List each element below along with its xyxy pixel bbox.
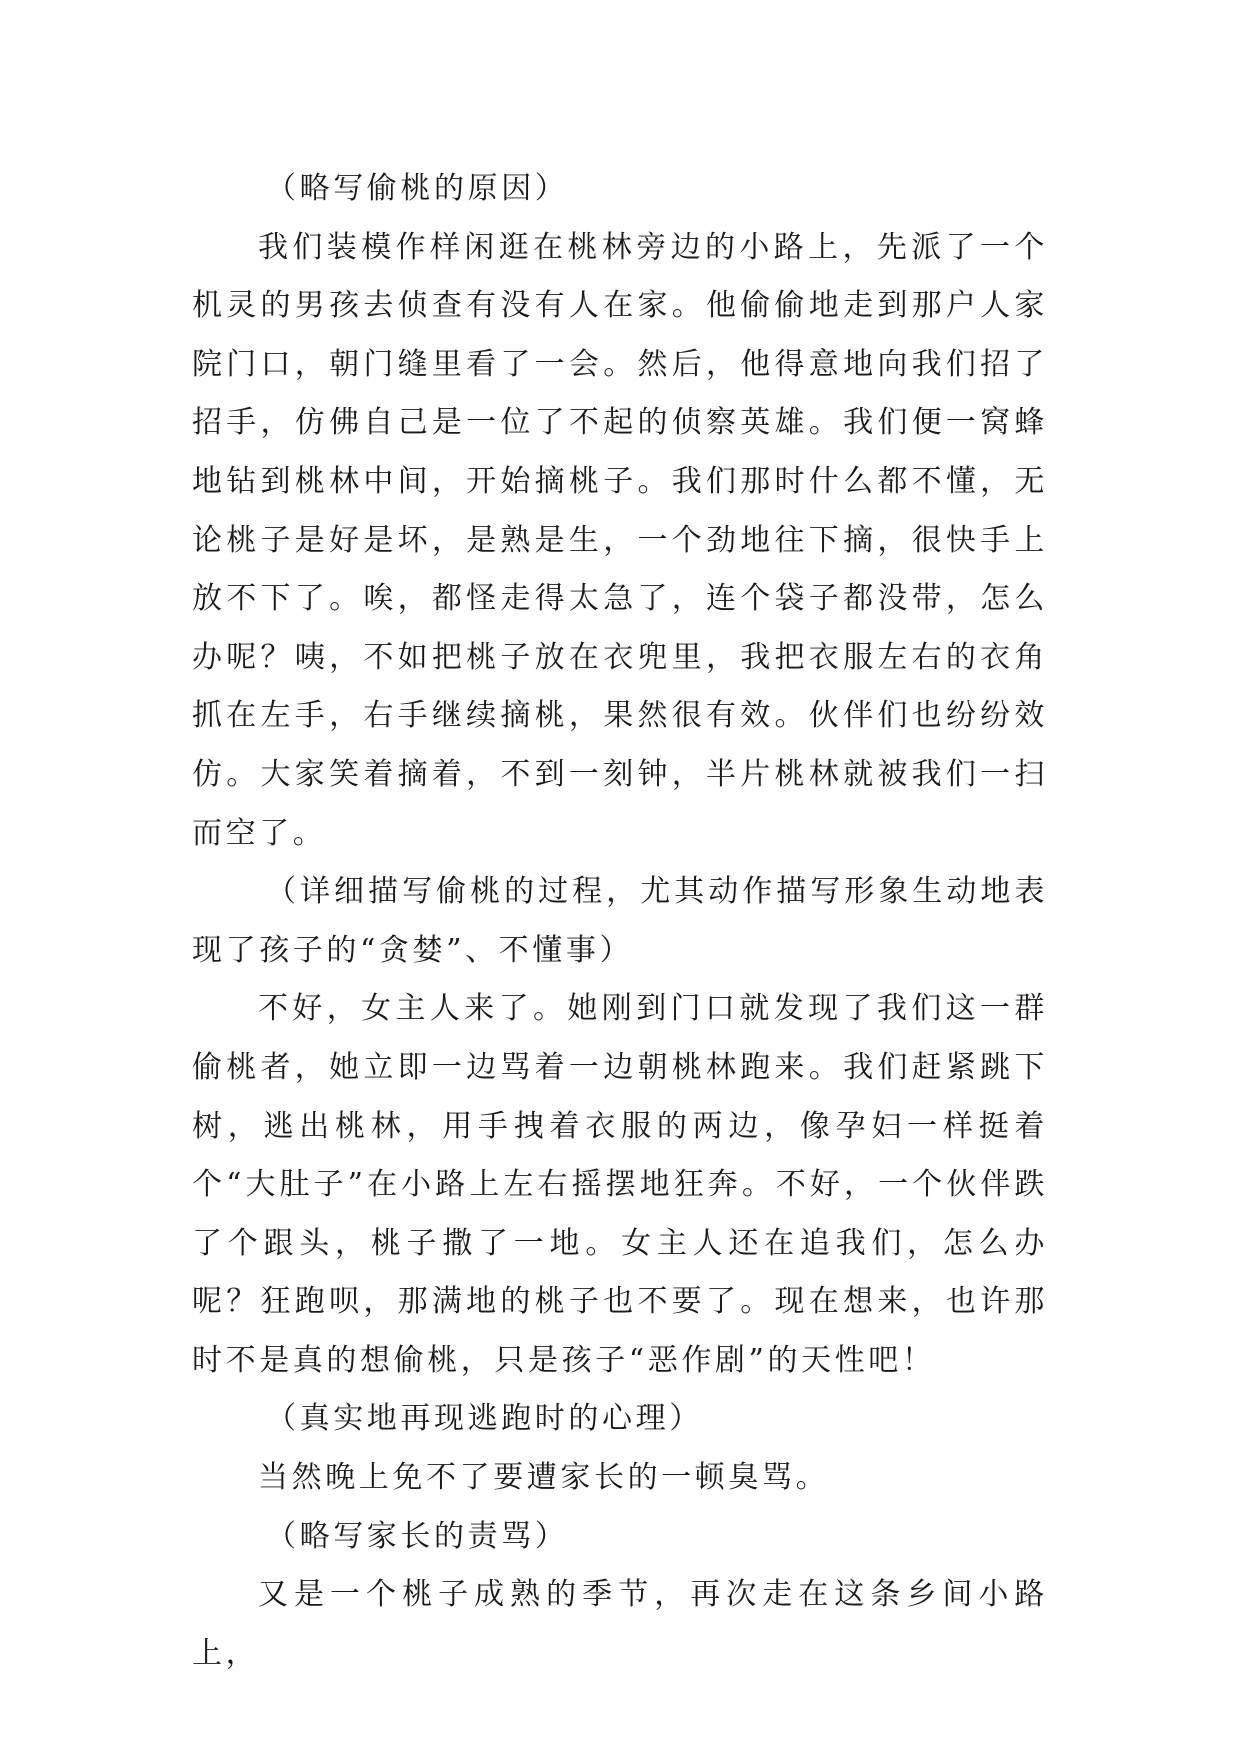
document-body [192,160,1048,1683]
annotation-paragraph: （略写偷桃的原因） [266,171,569,206]
body-paragraph: 不好，女主人来了。她刚到门口就发现了我们这一群偷桃者，她立即一边骂着一边朝桃林跑来。我们赶紧跳下树，逃出桃林，用手拽着衣服的两边，像孕妇一样挺着个“大肚子”在小路上左右摇摆地狂奔。不好，一个伙伴跌了个跟头，桃子撒了一地。女主人还在追我们，怎么办呢？狂跑呗，那满地的桃子也不要了。现在想来，也许那时不是真的想偷桃，只是孩子“恶作剧”的天性吧！ [192,991,1048,1378]
body-paragraph: 又是一个桃子成熟的季节，再次走在这条乡间小路上， [192,1577,1048,1671]
annotation-paragraph: （略写家长的责骂） [266,1518,569,1554]
annotation-paragraph: （真实地再现逃跑时的心理） [266,1401,703,1437]
body-paragraph: 我们装模作样闲逛在桃林旁边的小路上，先派了一个机灵的男孩去侦查有没有人在家。他偷偷地走到那户人家院门口，朝门缝里看了一会。然后，他得意地向我们招了招手，仿佛自己是一位了不起的侦察英雄。我们便一窝蜂地钻到桃林中间，开始摘桃子。我们那时什么都不懂，无论桃子是好是坏，是熟是生，一个劲地往下摘，很快手上放不下了。唉，都怪走得太急了，连个袋子都没带，怎么办呢？咦，不如把桃子放在衣兜里，我把衣服左右的衣角抓在左手，右手继续摘桃，果然很有效。伙伴们也纷纷效仿。大家笑着摘着，不到一刻钟，半片桃林就被我们一扫而空了。 [192,229,1048,851]
annotation-paragraph: （详细描写偷桃的过程，尤其动作描写形象生动地表现了孩子的“贪婪”、不懂事） [192,874,1048,968]
body-paragraph: 当然晚上免不了要遭家长的一顿臭骂。 [258,1460,830,1496]
